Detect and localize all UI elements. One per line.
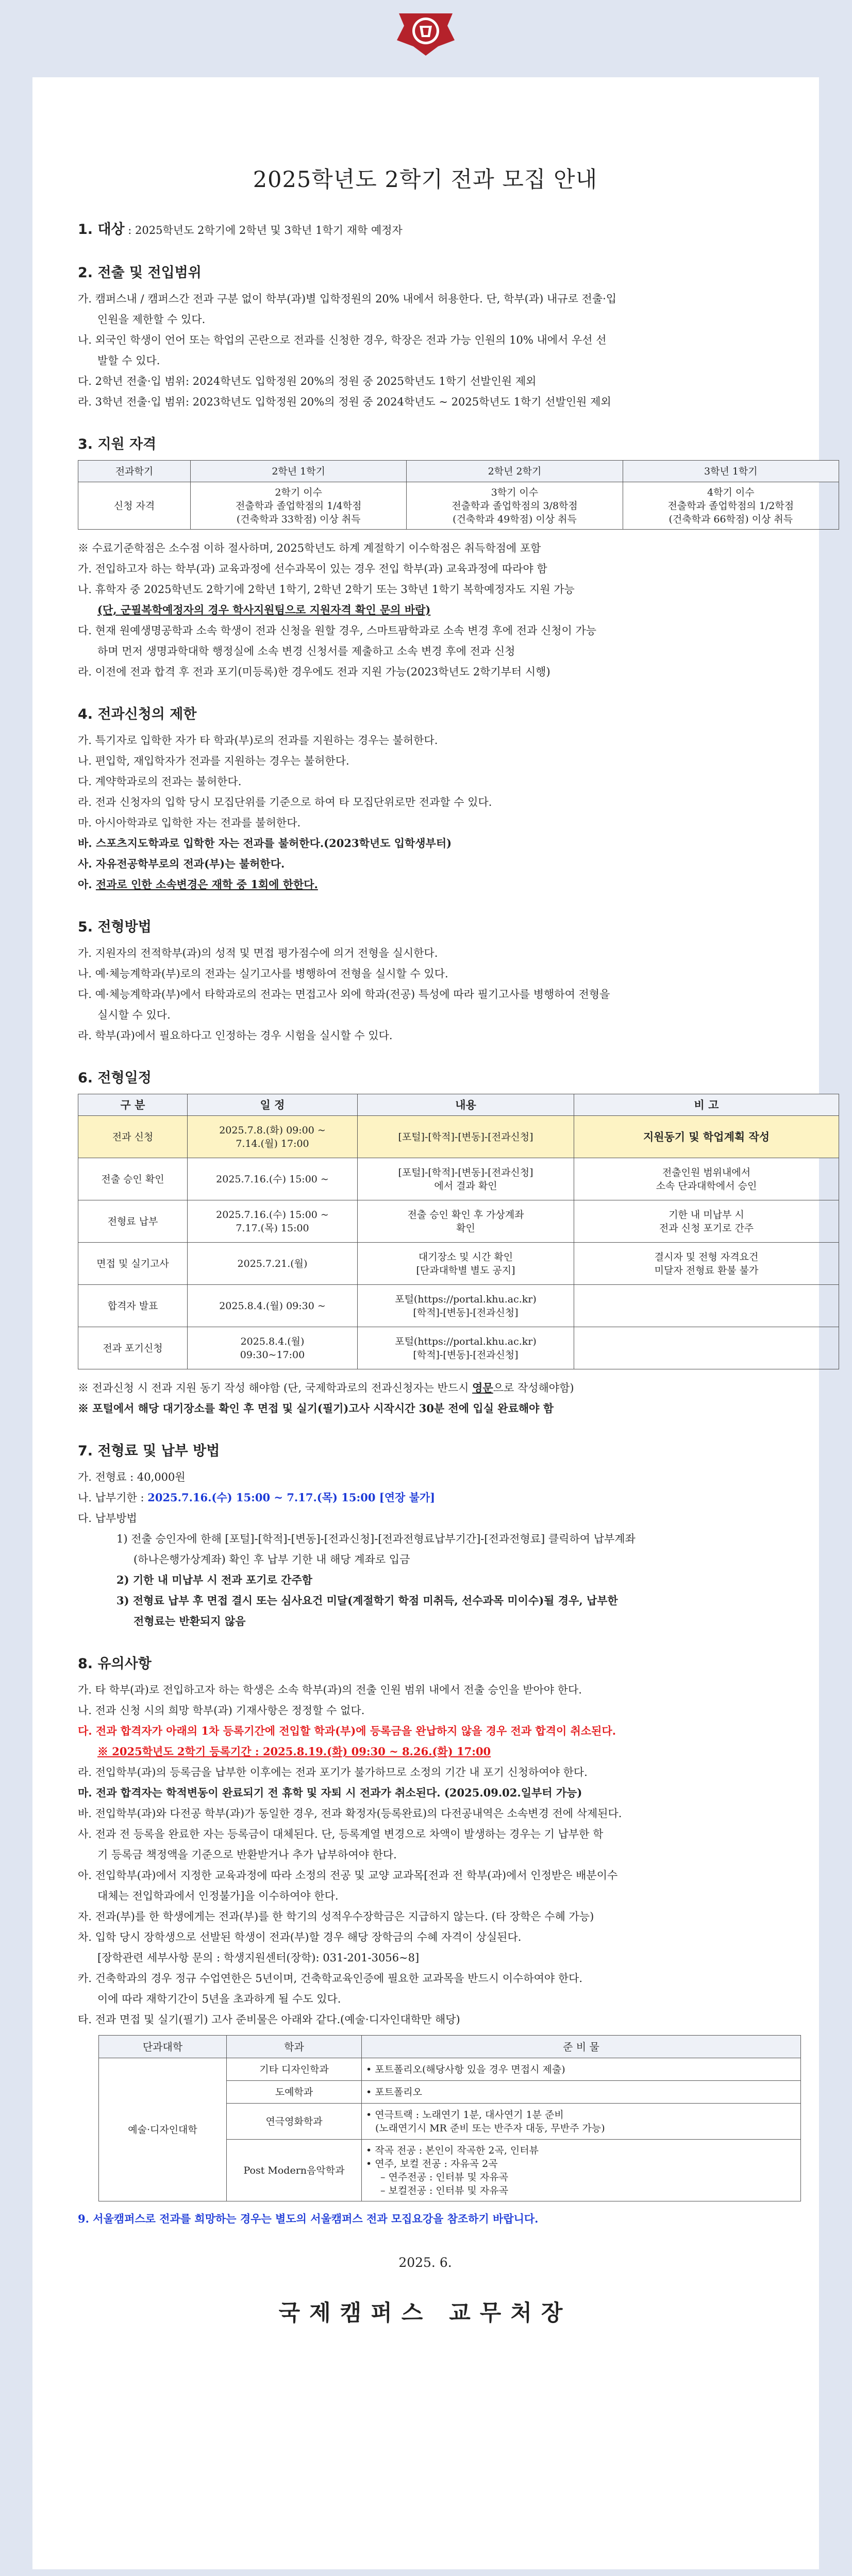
table-cell: 연극영화학과 <box>227 2104 362 2140</box>
list-item: 카. 건축학과의 경우 정규 수업연한은 5년이며, 건축학교육인증에 필요한 교과목을 반드시 이수하여야 한다. <box>78 1972 583 1985</box>
section-heading: 7. 전형료 및 납부 방법 <box>78 1443 220 1459</box>
table-cell: 도예학과 <box>227 2081 362 2104</box>
document-date: 2025. 6. <box>398 2255 452 2270</box>
list-subitem-cont: 전형료는 반환되지 않음 <box>133 1615 246 1628</box>
table-cell: 전과 신청 <box>78 1116 188 1158</box>
table-cell: 전과 포기신청 <box>78 1327 188 1369</box>
table-cell: 기타 디자인학과 <box>227 2058 362 2081</box>
section-heading: 3. 지원 자격 <box>78 436 157 452</box>
list-item: 나. 예·체능계학과(부)로의 전과는 실기고사를 병행하여 전형을 실시할 수 있다. <box>78 968 448 980</box>
table-row <box>78 1116 839 1158</box>
list-item: 마. 전과 합격자는 학적변동이 완료되기 전 휴학 및 자퇴 시 전과가 취소된다. (2025.09.02.일부터 가능) <box>78 1786 582 1799</box>
table-cell: [포털]-[학적]-[변동]-[전과신청] 에서 결과 확인 <box>358 1158 574 1200</box>
list-item-cont: 이에 따라 재학기간이 5년을 초과하게 될 수도 있다. <box>97 1993 341 2005</box>
list-item: 나. 편입학, 재입학자가 전과를 지원하는 경우는 불허한다. <box>78 755 349 767</box>
section-heading: 5. 전형방법 <box>78 919 152 935</box>
list-item: 가. 특기자로 입학한 자가 타 학과(부)로의 전과를 지원하는 경우는 불허한다. <box>78 734 438 747</box>
table-header: 비 고 <box>574 1094 839 1116</box>
table-cell: 신청 자격 <box>78 482 191 530</box>
list-item-cont: 기 등록금 책정액을 기준으로 반환받거나 추가 납부하여야 한다. <box>97 1849 397 1861</box>
table-header: 2학년 1학기 <box>191 461 407 482</box>
table-cell: 지원동기 및 학업계획 작성 <box>574 1116 839 1158</box>
table-cell: 전출 승인 확인 <box>78 1158 188 1200</box>
table-header: 구 분 <box>78 1094 188 1116</box>
university-seal-icon <box>390 10 462 58</box>
table-header: 준 비 물 <box>362 2036 801 2058</box>
section-heading: 6. 전형일정 <box>78 1070 152 1086</box>
table-cell: 면접 및 실기고사 <box>78 1243 188 1285</box>
table-cell: 2025.7.8.(화) 09:00 ~ 7.14.(월) 17:00 <box>188 1116 358 1158</box>
table-cell: 2025.8.4.(월) 09:30~17:00 <box>188 1327 358 1369</box>
list-item: 차. 입학 당시 장학생으로 선발된 학생이 전과(부)할 경우 해당 장학금의 수혜 자격이 상실된다. <box>78 1931 522 1943</box>
table-cell: 2025.7.16.(수) 15:00 ~ <box>188 1158 358 1200</box>
list-item-cont: 발할 수 있다. <box>97 354 160 367</box>
seoul-campus-note: 9. 서울캠퍼스로 전과를 희망하는 경우는 별도의 서울캠퍼스 전과 모집요강을 참조하기 바랍니다. <box>78 2212 539 2225</box>
table-cell: 포털(https://portal.khu.ac.kr) [학적]-[변동]-[전과신청] <box>358 1285 574 1327</box>
materials-table <box>98 2035 801 2201</box>
list-item: 아. 전과로 인한 소속변경은 재학 중 1회에 한한다. <box>78 878 318 891</box>
table-cell <box>574 1327 839 1369</box>
list-subitem: 1) 전출 승인자에 한해 [포털]-[학적]-[변동]-[전과신청]-[전과전형료납부기간]-[전과전형료] 클릭하여 납부계좌 <box>116 1533 636 1545</box>
section-heading: 4. 전과신청의 제한 <box>78 706 197 722</box>
table-cell: 결시자 및 전형 자격요건 미달자 전형료 환불 불가 <box>574 1243 839 1285</box>
list-item: 나. 휴학자 중 2025학년도 2학기에 2학년 1학기, 2학년 2학기 또는 3학년 1학기 복학예정자도 지원 가능 <box>78 583 575 596</box>
table-cell: 2학기 이수 전출학과 졸업학점의 1/4학점 (건축학과 33학점) 이상 취득 <box>191 482 407 530</box>
table-header: 내용 <box>358 1094 574 1116</box>
list-item: 사. 전과 전 등록을 완료한 자는 등록금이 대체된다. 단, 등록계열 변경으로 차액이 발생하는 경우는 기 납부한 학 <box>78 1828 604 1840</box>
table-header: 2학년 2학기 <box>407 461 623 482</box>
table-row <box>99 2058 801 2081</box>
section-selection-method <box>78 916 773 1046</box>
table-cell: 전출 승인 확인 후 가상계좌 확인 <box>358 1200 574 1243</box>
list-subitem-cont: (하나은행가상계좌) 확인 후 납부 기한 내 해당 계좌로 입금 <box>133 1553 410 1566</box>
table-cell: 예술·디자인대학 <box>99 2058 227 2201</box>
list-item: 가. 타 학부(과)로 전입하고자 하는 학생은 소속 학부(과)의 전출 인원 범위 내에서 전출 승인을 받아야 한다. <box>78 1684 582 1696</box>
table-cell: 대기장소 및 시간 확인 [단과대학별 별도 공지] <box>358 1243 574 1285</box>
table-header: 학과 <box>227 2036 362 2058</box>
list-item: 다. 납부방법 <box>78 1512 137 1524</box>
table-row <box>78 1158 839 1200</box>
section-transfer-range <box>78 261 773 412</box>
table-cell: 2025.7.16.(수) 15:00 ~ 7.17.(목) 15:00 <box>188 1200 358 1243</box>
list-item: 나. 납부기한 : 2025.7.16.(수) 15:00 ~ 7.17.(목) 15:00 [연장 불가] <box>78 1491 436 1504</box>
table-header: 3학년 1학기 <box>623 461 839 482</box>
list-item-cont: 하며 먼저 생명과학대학 행정실에 소속 변경 신청서를 제출하고 소속 변경 후에 전과 신청 <box>97 645 515 657</box>
list-subitem: 2) 기한 내 미납부 시 전과 포기로 간주함 <box>116 1573 313 1586</box>
table-row <box>78 1285 839 1327</box>
table-cell: 합격자 발표 <box>78 1285 188 1327</box>
table-cell: 2025.7.21.(월) <box>188 1243 358 1285</box>
table-cell: Post Modern음악학과 <box>227 2140 362 2201</box>
list-item: 가. 전형료 : 40,000원 <box>78 1471 186 1483</box>
list-item: 라. 학부(과)에서 필요하다고 인정하는 경우 시험을 실시할 수 있다. <box>78 1029 393 1042</box>
list-item: 사. 자유전공학부로의 전과(부)는 불허한다. <box>78 857 285 870</box>
table-cell: 전형료 납부 <box>78 1200 188 1243</box>
section-heading: 1. 대상 <box>78 222 125 238</box>
table-cell: 기한 내 미납부 시 전과 신청 포기로 간주 <box>574 1200 839 1243</box>
section-schedule <box>78 1066 773 1419</box>
table-cell: 포털(https://portal.khu.ac.kr) [학적]-[변동]-[전과신청] <box>358 1327 574 1369</box>
section-target <box>78 219 773 241</box>
list-item: 다. 2학년 전출·입 범위: 2024학년도 입학정원 20%의 정원 중 2025학년도 1학기 선발인원 제외 <box>78 375 537 387</box>
table-cell: [포털]-[학적]-[변동]-[전과신청] <box>358 1116 574 1158</box>
list-item: 가. 전입하고자 하는 학부(과) 교육과정에 선수과목이 있는 경우 전입 학부(과) 교육과정에 따라야 함 <box>78 563 547 575</box>
list-item-cont: 실시할 수 있다. <box>97 1009 171 1021</box>
list-item-cont: [장학관련 세부사항 문의 : 학생지원센터(장학): 031-201-3056~8] <box>97 1952 420 1964</box>
section-heading: 2. 전출 및 전입범위 <box>78 265 202 281</box>
list-item: 가. 지원자의 전적학부(과)의 성적 및 면접 평가점수에 의거 전형을 실시한다. <box>78 947 438 959</box>
table-header: 전과학기 <box>78 461 191 482</box>
table-cell <box>574 1285 839 1327</box>
list-item: 다. 현재 원예생명공학과 소속 학생이 전과 신청을 원할 경우, 스마트팜학과로 소속 변경 후에 전과 신청이 가능 <box>78 624 597 637</box>
table-cell: 2025.8.4.(월) 09:30 ~ <box>188 1285 358 1327</box>
list-item: 바. 전입학부(과)와 다전공 학부(과)가 동일한 경우, 전과 확정자(등록완료)의 다전공내역은 소속변경 전에 삭제된다. <box>78 1807 622 1820</box>
table-cell: • 연극트랙 : 노래연기 1분, 대사연기 1분 준비 (노래연기시 MR 준비 또는 반주자 대동, 무반주 가능) <box>362 2104 801 2140</box>
list-item-cont: 대체는 전입학과에서 인정불가]을 이수하여야 한다. <box>97 1890 339 1902</box>
list-item: 다. 예·체능계학과(부)에서 타학과로의 전과는 면접고사 외에 학과(전공) 특성에 따라 필기고사를 병행하여 전형을 <box>78 988 610 1001</box>
list-item-cont: (단, 군필복학예정자의 경우 학사지원팀으로 지원자격 확인 문의 바람) <box>97 603 431 616</box>
table-row <box>78 1243 839 1285</box>
list-item: 다. 계약학과로의 전과는 불허한다. <box>78 775 242 788</box>
eligibility-table <box>78 460 839 530</box>
registration-period-note: ※ 2025학년도 2학기 등록기간 : 2025.8.19.(화) 09:30 ~ 8.26.(화) 17:00 <box>97 1745 491 1758</box>
table-cell: • 포트폴리오(해당사항 있을 경우 면접시 제출) <box>362 2058 801 2081</box>
table-cell: 4학기 이수 전출학과 졸업학점의 1/2학점 (건축학과 66학점) 이상 취득 <box>623 482 839 530</box>
section-heading: 8. 유의사항 <box>78 1656 152 1672</box>
list-subitem: 3) 전형료 납부 후 면접 결시 또는 심사요건 미달(계절학기 학점 미취득, 선수과목 미이수)될 경우, 납부한 <box>116 1594 618 1607</box>
table-cell: • 작곡 전공 : 본인이 작곡한 2곡, 인터뷰 • 연주, 보컬 전공 : 자유곡 2곡 – 연주전공 : 인터뷰 및 자유곡 – 보컬전공 : 인터뷰 및 자유곡 <box>362 2140 801 2201</box>
list-item: 라. 3학년 전출·입 범위: 2023학년도 입학정원 20%의 정원 중 2024학년도 ~ 2025학년도 1학기 선발인원 제외 <box>78 396 611 408</box>
list-item: 라. 전입학부(과)의 등록금을 납부한 이후에는 전과 포기가 불가하므로 소정의 기간 내 포기 신청하여야 한다. <box>78 1766 588 1778</box>
section-restrictions <box>78 703 773 895</box>
table-header: 일 정 <box>188 1094 358 1116</box>
table-cell: 3학기 이수 전출학과 졸업학점의 3/8학점 (건축학과 49학점) 이상 취득 <box>407 482 623 530</box>
list-item: 바. 스포츠지도학과로 입학한 자는 전과를 불허한다.(2023학년도 입학생부터) <box>78 837 452 850</box>
notice-document <box>32 77 819 2569</box>
section-eligibility <box>78 433 794 682</box>
list-item-cont: 인원을 제한할 수 있다. <box>97 313 206 326</box>
table-cell: 전출인원 범위내에서 소속 단과대학에서 승인 <box>574 1158 839 1200</box>
section-notes <box>78 1652 773 2201</box>
list-item: 나. 외국인 학생이 언어 또는 학업의 곤란으로 전과를 신청한 경우, 학장은 전과 가능 인원의 10% 내에서 우선 선 <box>78 334 607 346</box>
note: ※ 수료기준학점은 소수점 이하 절사하며, 2025학년도 하계 계절학기 이수학점은 취득학점에 포함 <box>78 542 541 554</box>
document-title: 2025학년도 2학기 전과 모집 안내 <box>253 167 598 193</box>
issuing-office: 국제캠퍼스 교무처장 <box>278 2300 572 2326</box>
list-item: 타. 전과 면접 및 실기(필기) 고사 준비물은 아래와 같다.(예술·디자인대학만 해당) <box>78 2013 460 2026</box>
list-item: 가. 캠퍼스내 / 캠퍼스간 전과 구분 없이 학부(과)별 입학정원의 20% 내에서 허용한다. 단, 학부(과) 내규로 전출·입 <box>78 293 617 305</box>
table-row <box>78 1200 839 1243</box>
table-row <box>78 1327 839 1369</box>
list-item: 자. 전과(부)를 한 학생에게는 전과(부)를 한 학기의 성적우수장학금은 지급하지 않는다. (타 장학은 수혜 가능) <box>78 1910 594 1923</box>
schedule-table <box>78 1094 839 1369</box>
section-fee <box>78 1439 773 1632</box>
note: ※ 전과신청 시 전과 지원 동기 작성 해야함 (단, 국제학과로의 전과신청자는 반드시 영문으로 작성해야함) <box>78 1381 574 1394</box>
list-item: 다. 전과 합격자가 아래의 1차 등록기간에 전입할 학과(부)에 등록금을 완납하지 않을 경우 전과 합격이 취소된다. <box>78 1724 616 1737</box>
list-item: 라. 전과 신청자의 입학 당시 모집단위를 기준으로 하여 타 모집단위로만 전과할 수 있다. <box>78 796 492 808</box>
section-text: : 2025학년도 2학기에 2학년 및 3학년 1학기 재학 예정자 <box>128 224 403 236</box>
list-item: 나. 전과 신청 시의 희망 학부(과) 기재사항은 정정할 수 없다. <box>78 1704 365 1717</box>
list-item: 라. 이전에 전과 합격 후 전과 포기(미등록)한 경우에도 전과 지원 가능(2023학년도 2학기부터 시행) <box>78 666 550 678</box>
table-cell: • 포트폴리오 <box>362 2081 801 2104</box>
table-header: 단과대학 <box>99 2036 227 2058</box>
list-item: 마. 아시아학과로 입학한 자는 전과를 불허한다. <box>78 817 301 829</box>
list-item: 아. 전입학부(과)에서 지정한 교육과정에 따라 소정의 전공 및 교양 교과목[전과 전 학부(과)에서 인정받은 배분이수 <box>78 1869 618 1882</box>
note: ※ 포털에서 해당 대기장소를 확인 후 면접 및 실기(필기)고사 시작시간 30분 전에 입실 완료해야 함 <box>78 1402 554 1415</box>
